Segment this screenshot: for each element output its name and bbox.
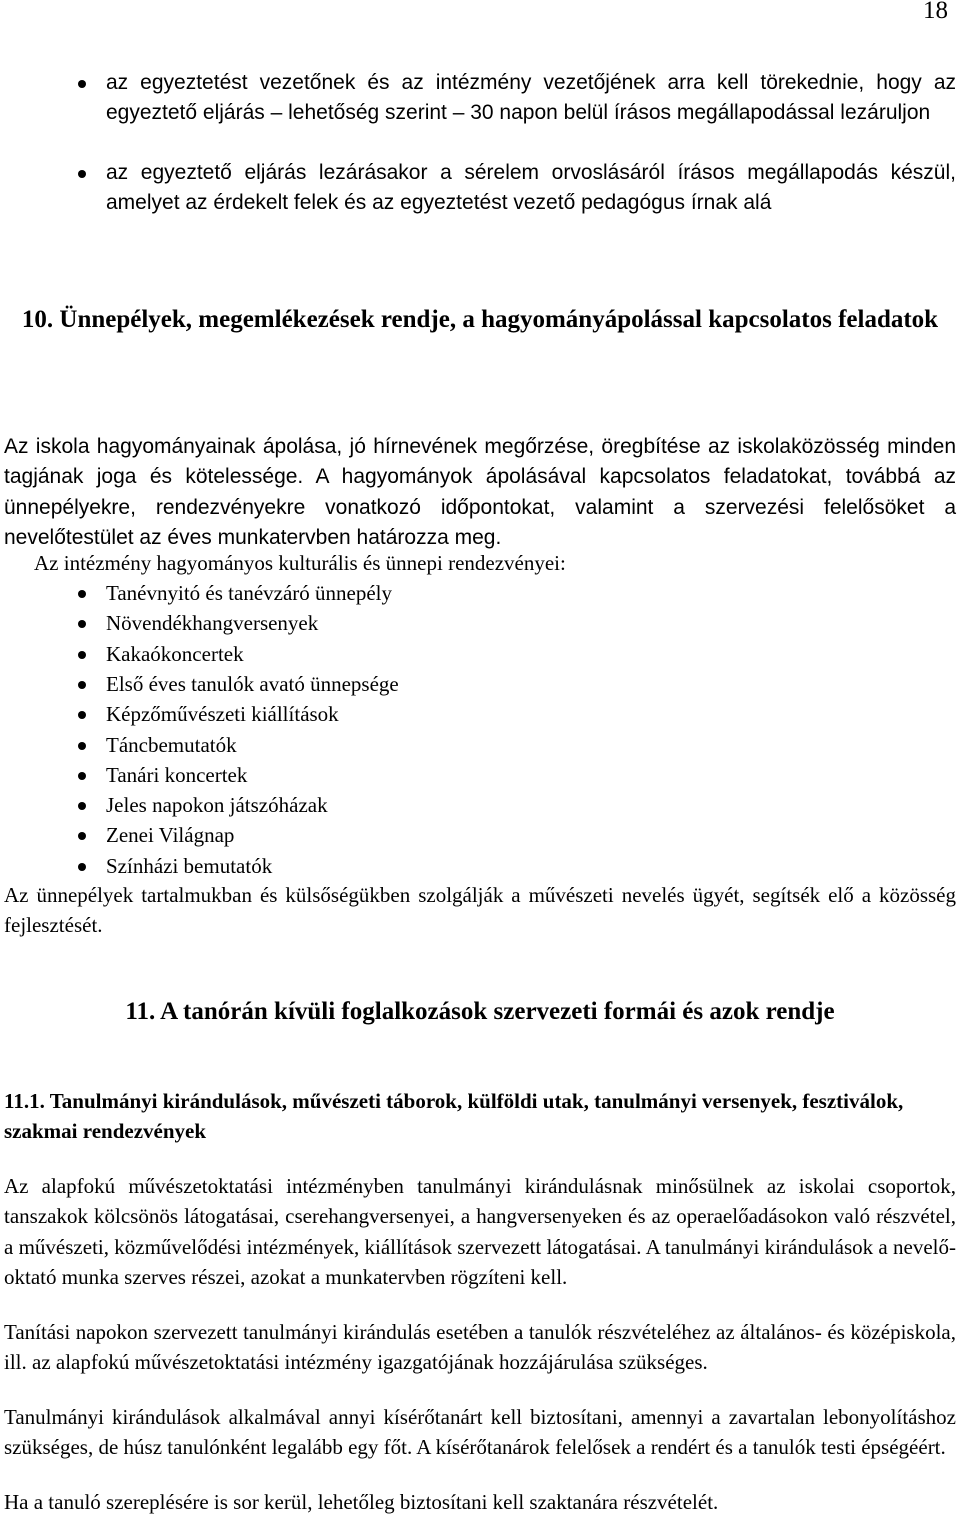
events-list-intro: Az intézmény hagyományos kulturális és ünnepi rendezvényei: — [34, 551, 566, 575]
list-item — [0, 790, 960, 820]
event-item: Színházi bemutatók — [106, 853, 273, 878]
list-item — [0, 578, 960, 608]
paragraph: Tanítási napokon szervezett tanulmányi kirándulás esetében a tanulók részvételéhez az általános- és középiskola, ill. az alapfokú művészetoktatási intézmény igazgatójának hozzájárulása szükséges. — [4, 1320, 956, 1375]
list-item — [0, 730, 960, 760]
event-item: Kakaókoncertek — [106, 641, 244, 666]
bullet-icon — [78, 742, 86, 750]
event-item: Tanári koncertek — [106, 762, 248, 787]
section-10-closing: Az ünnepélyek tartalmukban és külsőségükben szolgálják a művészeti nevelés ügyét, segítsék elő a közösség fejlesztését. — [4, 883, 956, 938]
event-item: Táncbemutatók — [106, 732, 237, 757]
paragraph: Az alapfokú művészetoktatási intézményben tanulmányi kirándulásnak minősülnek az iskolai csoportok, tanszakok kölcsönös látogatásai, cserehangversenyei, a hangversenyeken és az operaelőadásokon való részvétel, a művészeti, közművelődési intézmények, kiállítások szervezett látogatásai. A tanulmányi kirándulások a nevelő-oktató munka szerves részei, azokat a munkatervben rögzíteni kell. — [4, 1174, 956, 1289]
section-11-1-heading: 11.1. Tanulmányi kirándulások, művészeti táborok, külföldi utak, tanulmányi versenyek, fesztiválok, szakmai rendezvények — [4, 1089, 904, 1143]
list-item — [0, 760, 960, 790]
bullet-icon — [78, 681, 86, 689]
list-item-text: az egyeztetést vezetőnek és az intézmény vezetőjének arra kell törekednie, hogy az egyeztető eljárás – lehetőség szerint – 30 napon belül írásos megállapodással lezáruljon — [106, 71, 956, 124]
bullet-icon — [78, 832, 86, 840]
event-item: Növendékhangversenyek — [106, 611, 319, 636]
event-item: Képzőművészeti kiállítások — [106, 702, 339, 727]
event-item: Zenei Világnap — [106, 823, 235, 848]
list-item — [0, 699, 960, 729]
bullet-icon — [78, 590, 86, 598]
list-item-text: az egyeztető eljárás lezárásakor a sérelem orvoslásáról írásos megállapodás készül, amelyet az érdekelt felek és az egyeztetést vezető pedagógus írnak alá — [106, 161, 956, 214]
bullet-icon — [78, 651, 86, 659]
event-item: Jeles napokon játszóházak — [106, 793, 328, 818]
page-number: 18 — [923, 0, 948, 24]
list-item — [0, 820, 960, 850]
bullet-icon — [78, 170, 86, 178]
event-item: Tanévnyitó és tanévzáró ünnepély — [106, 581, 393, 605]
bullet-icon — [78, 711, 86, 719]
list-item — [0, 608, 960, 638]
bullet-icon — [78, 802, 86, 810]
list-item — [0, 851, 960, 881]
list-item — [0, 669, 960, 699]
section-11-heading: 11. A tanórán kívüli foglalkozások szervezeti formái és azok rendje — [125, 998, 835, 1025]
section-10-heading: 10. Ünnepélyek, megemlékezések rendje, a hagyományápolással kapcsolatos feladatok — [21, 306, 939, 333]
paragraph: Tanulmányi kirándulások alkalmával annyi kísérőtanárt kell biztosítani, amennyi a zavartalan lebonyolításhoz szükséges, de húsz tanulónként legalább egy főt. A kísérőtanárok felelősek a rendért és a tanulók testi épségéért. — [4, 1405, 956, 1460]
bullet-icon — [78, 80, 86, 88]
event-item: Első éves tanulók avató ünnepsége — [106, 671, 399, 696]
bullet-icon — [78, 863, 86, 871]
bullet-icon — [78, 772, 86, 780]
list-item — [0, 639, 960, 669]
paragraph: Ha a tanuló szereplésére is sor kerül, lehetőleg biztosítani kell szaktanára részvételét. — [4, 1490, 719, 1514]
bullet-icon — [78, 620, 86, 628]
section-10-paragraph: Az iskola hagyományainak ápolása, jó hírnevének megőrzése, öregbítése az iskolaközösség minden tagjának joga és kötelessége. A hagyományok ápolásával kapcsolatos feladatokat, továbbá az ünnepélyekre, rendezvényekre vonatkozó időpontokat, valamint a szervezési felelősöket a nevelőtestület az éves munkatervben határozza meg. — [4, 435, 956, 549]
